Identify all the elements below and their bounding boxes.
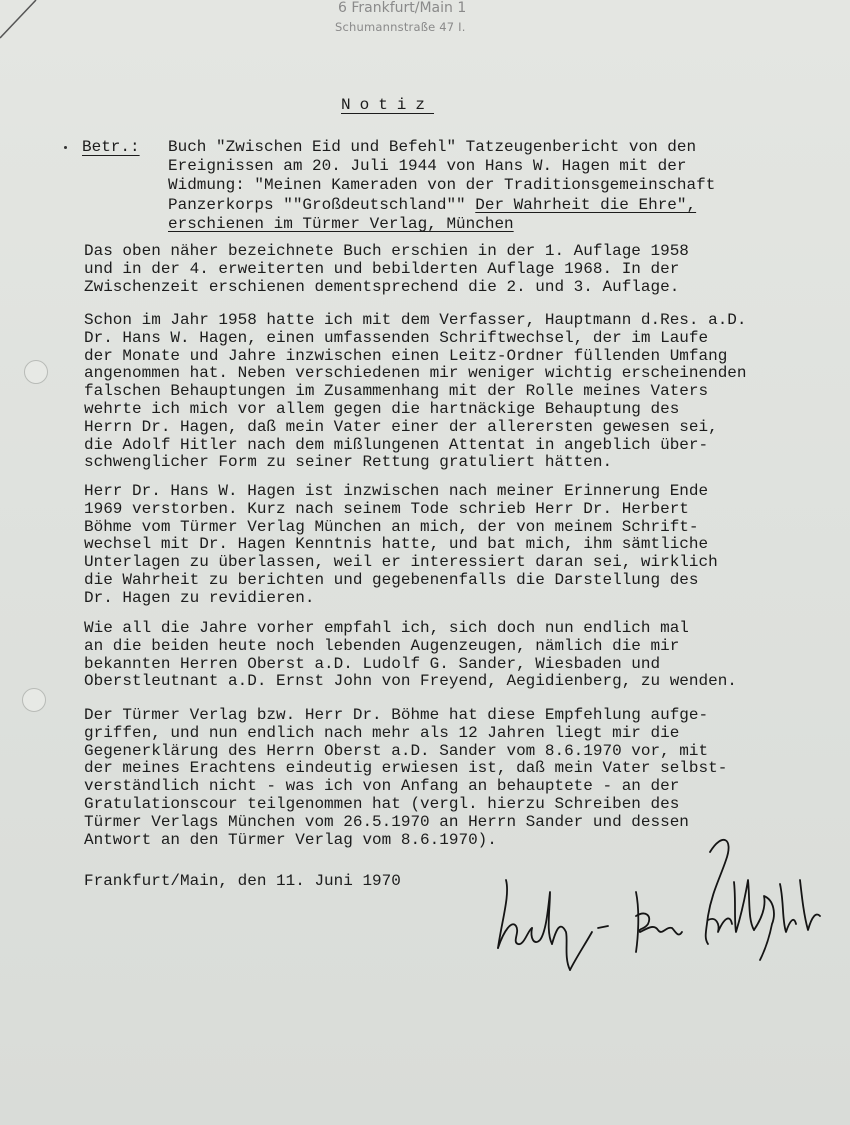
paragraph-recommendation: Wie all die Jahre vorher empfahl ich, sich doch nun endlich mal an die beiden heute noch lebenden Augenzeugen, nämlich die mir bekannten Herren Oberst a.D. Ludolf G. Sander, Wiesbaden und Oberstleutnant a.D. Ernst John von Freyend, Aegidienberg, zu wenden.: [84, 619, 737, 691]
handwritten-signature: [490, 820, 835, 980]
subject-line: Buch "Zwischen Eid und Befehl" Tatzeugenbericht von den: [168, 138, 697, 156]
subject-line: Ereignissen am 20. Juli 1944 von Hans W. Hagen mit der: [168, 157, 687, 176]
subject-motto: Der Wahrheit die Ehre",: [475, 195, 697, 214]
paragraph-counter-statement: Der Türmer Verlag bzw. Herr Dr. Böhme hat diese Empfehlung aufge- griffen, und nun endlich nach mehr als 12 Jahren liegt mir die Gegenerklärung des Herrn Oberst a.D. Sander vom 8.6.1970 vor, mit der meines Erachtens eindeutig erwiesen ist, daß mein Vater selbst- verständlich nicht - was ich von Anfang an behauptete - an der Gratulationscour teilgenommen hat (vergl. hierzu Schreiben des Türmer Verlags München vom 26.5.1970 an Herrn Sander und dessen Antwort an den Türmer Verlag vom 8.6.1970).: [84, 706, 728, 849]
paragraph-editions: Das oben näher bezeichnete Buch erschien in der 1. Auflage 1958 und in der 4. erweiterten und bebilderten Auflage 1968. In der Zwischenzeit erschienen dementsprechend die 2. und 3. Auflage.: [84, 242, 689, 296]
punch-hole: [24, 360, 48, 384]
folded-corner: [0, 0, 60, 40]
address-stamp: [335, 0, 466, 35]
paragraph-hagen-death: Herr Dr. Hans W. Hagen ist inzwischen nach meiner Erinnerung Ende 1969 verstorben. Kurz nach seinem Tode schrieb Herr Dr. Herbert Böhme vom Türmer Verlag München an mich, der von meinem Schrift- wechsel mit Dr. Hagen Kenntnis hatte, und bat mich, ihm sämtliche Unterlagen zu überlassen, weil er interessiert daran sei, wirklich die Wahrheit zu berichten und gegebenenfalls die Darstellung des Dr. Hagen zu revidieren.: [84, 482, 718, 607]
subject-text: [168, 138, 715, 234]
subject-line: Panzerkorps ""Großdeutschland"": [168, 195, 466, 214]
subject-line: erschienen im Türmer Verlag, München: [168, 214, 514, 233]
paragraph-correspondence: Schon im Jahr 1958 hatte ich mit dem Verfasser, Hauptmann d.Res. a.D. Dr. Hans W. Hagen, einen umfassenden Schriftwechsel, der im Laufe der Monate und Jahre inzwischen einen Leitz-Ordner füllenden Umfang angenommen hat. Neben verschiedenen mir weniger wichtig erscheinenden falschen Behauptungen im Zusammenhang mit der Rolle meines Vaters wehrte ich mich vor allem gegen die hartnäckige Behauptung des Herrn Dr. Hagen, daß mein Vater einer der allerersten gewesen sei, die Adolf Hitler nach dem mißlungenen Attentat in angeblich über- schwenglicher Form zu seiner Rettung gratuliert hätten.: [84, 311, 747, 472]
subject-label: Betr.:: [82, 138, 140, 156]
place-and-date: Frankfurt/Main, den 11. Juni 1970: [84, 872, 401, 890]
stamp-city: 6 Frankfurt/Main 1: [338, 0, 467, 16]
subject-line: Widmung: "Meinen Kameraden von der Traditionsgemeinschaft: [168, 176, 716, 195]
document-title: Notiz: [341, 96, 435, 114]
punch-hole: [22, 688, 46, 712]
stamp-street: Schumannstraße 47 I.: [335, 20, 466, 34]
margin-dot: [64, 146, 67, 149]
